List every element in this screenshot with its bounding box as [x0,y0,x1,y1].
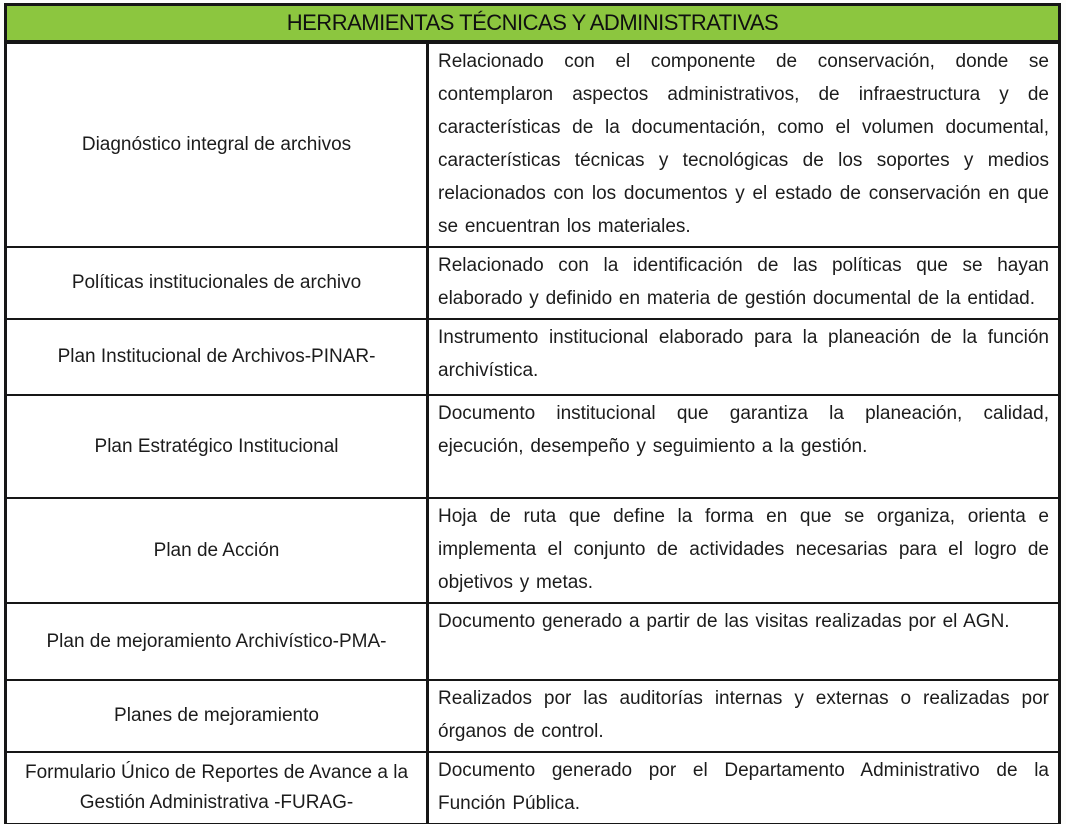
table-row [7,681,1058,753]
term-cell: Plan de mejoramiento Archivístico-PMA- [46,630,387,652]
term-cell: Diagnóstico integral de archivos [81,134,352,155]
definition-cell: Realizados por las auditorías internas y externas o realizadas por órganos de control. [426,681,1058,751]
term-cell: Formulario Único de Reportes de Avance a la Gestión Administrativa -FURAG- [24,762,409,813]
table-row [7,604,1058,681]
table-row [7,320,1058,396]
definition-cell: Documento institucional que garantiza la planeación, calidad, ejecución, desempeño y seguimiento a la gestión. [426,396,1058,497]
term-cell: Plan Estratégico Institucional [94,435,339,457]
table-title: HERRAMIENTAS TÉCNICAS Y ADMINISTRATIVAS [7,6,1058,44]
definition-cell: Hoja de ruta que define la forma en que se organiza, orienta e implementa el conjunto de actividades necesarias para el logro de objetivos y metas. [426,499,1058,602]
tools-table [4,3,1061,824]
table-row [7,248,1058,320]
table-row [7,753,1058,823]
definition-cell: Documento generado a partir de las visitas realizadas por el AGN. [426,604,1058,679]
term-cell: Planes de mejoramiento [114,705,319,726]
term-cell: Plan Institucional de Archivos-PINAR- [57,346,376,367]
term-cell: Políticas institucionales de archivo [71,272,362,293]
definition-cell: Relacionado con la identificación de las políticas que se hayan elaborado y definido en materia de gestión documental de la entidad. [426,248,1058,318]
table-row [7,396,1058,499]
definition-cell: Instrumento institucional elaborado para la planeación de la función archivística. [426,320,1058,394]
definition-cell: Relacionado con el componente de conservación, donde se contemplaron aspectos administrativos, de infraestructura y de características de la documentación, como el volumen documental, características técnicas y tecnológicas de los soportes y medios relacionados con los documentos y el estado de conservación en que se encuentran los materiales. [426,44,1058,246]
table-row [7,499,1058,604]
definition-cell: Documento generado por el Departamento Administrativo de la Función Pública. [426,753,1058,823]
term-cell: Plan de Acción [153,539,280,561]
table-row [7,44,1058,248]
